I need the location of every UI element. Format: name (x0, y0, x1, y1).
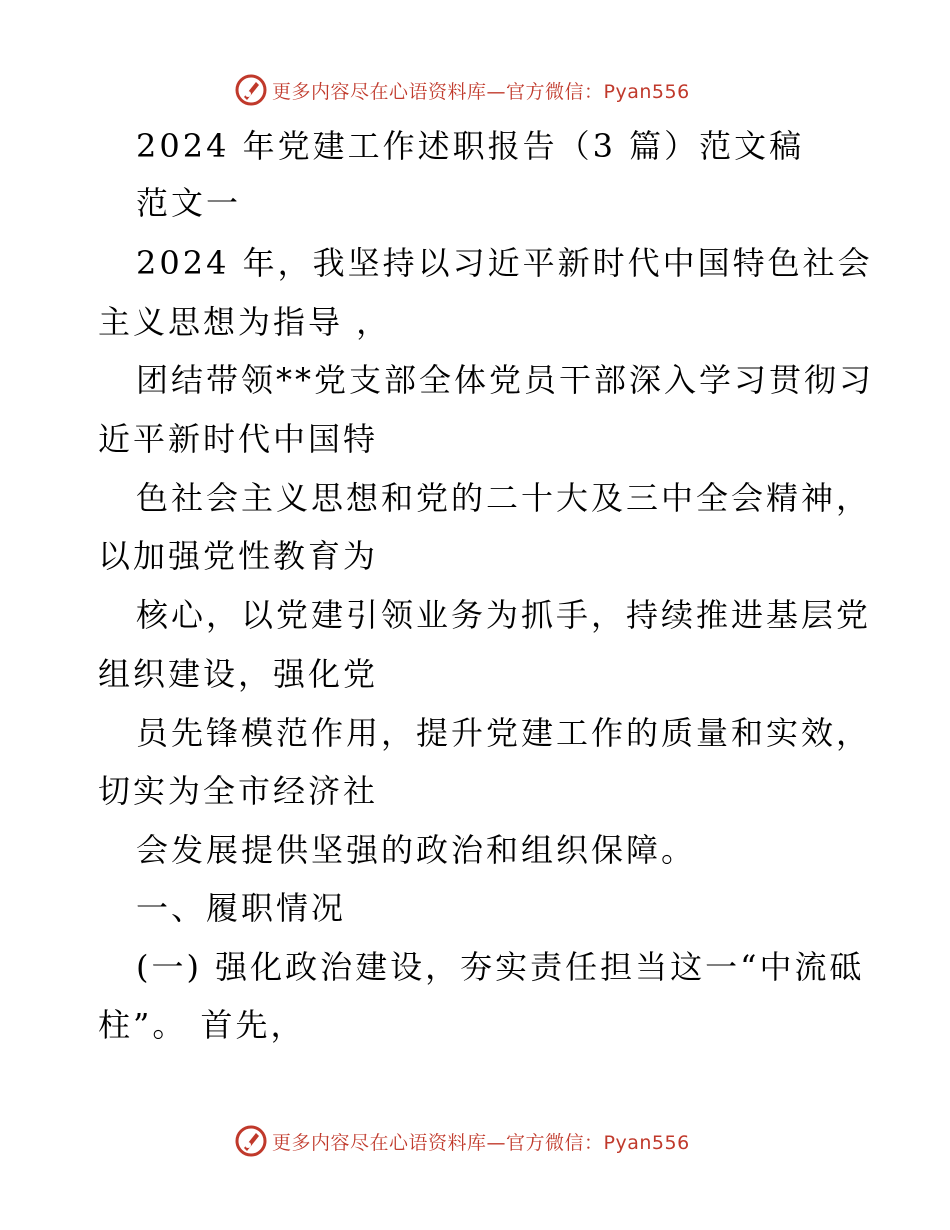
wechat-id: Pyan556 (603, 1131, 690, 1154)
paragraph-line: 近平新时代中国特 (98, 420, 379, 458)
paragraph-line: 会发展提供坚强的政治和组织保障。 (136, 831, 697, 869)
paragraph-line: 柱”。 首先， (98, 1006, 306, 1044)
watermark-text: 更多内容尽在心语资料库—官方微信：Pyan556 (272, 1131, 690, 1154)
logo-icon (234, 1124, 268, 1158)
wechat-id: Pyan556 (603, 80, 690, 103)
paragraph-line: 切实为全市经济社 (98, 772, 379, 810)
paragraph-line: 以加强党性教育为 (98, 537, 379, 575)
paragraph-line: 团结带领**党支部全体党员干部深入学习贯彻习 (136, 361, 875, 399)
paragraph-line: 色社会主义思想和党的二十大及三中全会精神， (136, 479, 872, 517)
paragraph-line: 主义思想为指导 ， (98, 303, 392, 341)
document-title: 2024 年党建工作述职报告（3 篇）范文稿 (136, 127, 805, 165)
section-heading: 一、履职情况 (136, 889, 347, 927)
header-watermark (234, 70, 690, 110)
watermark-text: 更多内容尽在心语资料库—官方微信：Pyan556 (272, 80, 690, 103)
paragraph-line: 2024 年，我坚持以习近平新时代中国特色社会 (136, 244, 873, 282)
paragraph-line: 范文一 (136, 184, 242, 222)
paragraph-line: 核心，以党建引领业务为抓手，持续推进基层党 (136, 596, 872, 634)
paragraph-line: 员先锋模范作用，提升党建工作的质量和实效， (136, 714, 872, 752)
paragraph-line: 组织建设，强化党 (98, 655, 379, 693)
footer-watermark (234, 1121, 690, 1161)
logo-icon (234, 73, 268, 107)
paragraph-line: (一) 强化政治建设，夯实责任担当这一“中流砥 (136, 948, 865, 986)
